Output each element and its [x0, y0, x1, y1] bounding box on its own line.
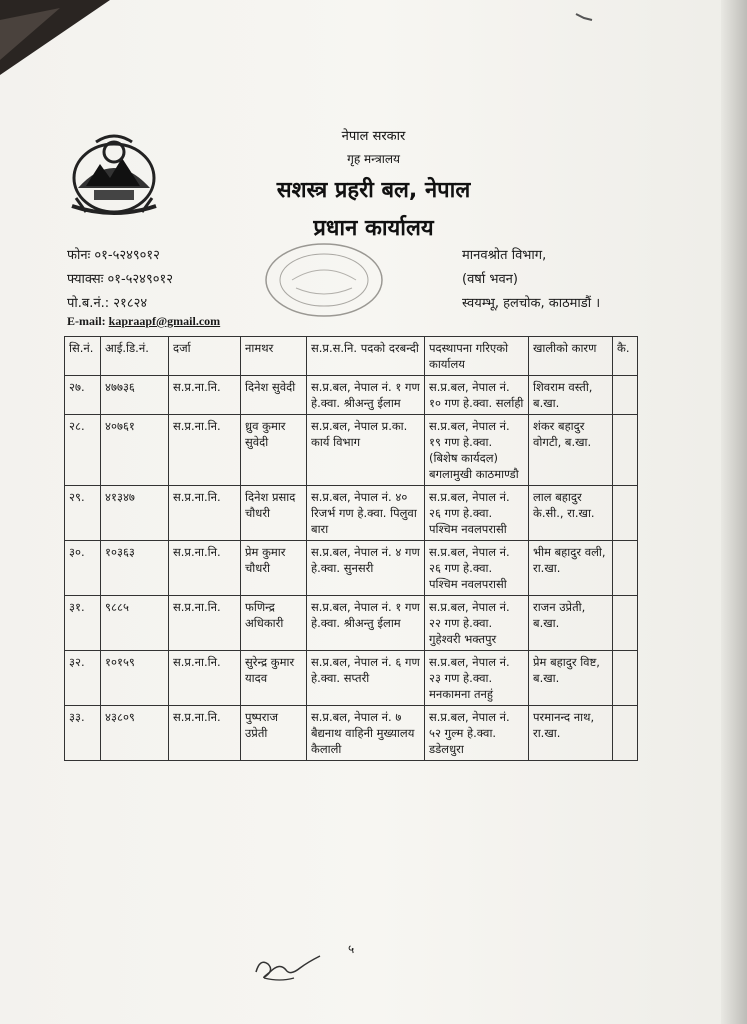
table-row — [65, 706, 638, 761]
table-row — [65, 596, 638, 651]
row-name: दिनेश प्रसाद चौधरी — [241, 486, 307, 541]
header-id: आई.डि.नं. — [101, 337, 169, 376]
row-reason: शंकर बहादुर वोगटी, ब.खा. — [529, 415, 613, 486]
table-row — [65, 486, 638, 541]
row-rank: स.प्र.ना.नि. — [169, 376, 241, 415]
row-rank: स.प्र.ना.नि. — [169, 706, 241, 761]
table-row — [65, 541, 638, 596]
contact-block-right — [462, 244, 600, 316]
email-line — [67, 314, 220, 329]
handwritten-signature — [250, 950, 324, 986]
row-serial: ३१. — [65, 596, 101, 651]
row-id: ४०७६१ — [101, 415, 169, 486]
office-heading: प्रधान कार्यालय — [313, 216, 434, 241]
row-remarks — [613, 415, 638, 486]
email-label: E-mail: — [67, 314, 106, 328]
row-name: दिनेश सुवेदी — [241, 376, 307, 415]
row-post: स.प्र.बल, नेपाल नं. १ गण हे.क्वा. श्रीअन्तु ईलाम — [307, 376, 425, 415]
table-row — [65, 415, 638, 486]
po-box: पो.ब.नं.: २१८२४ — [67, 296, 148, 311]
row-office: स.प्र.बल, नेपाल नं. १९ गण हे.क्वा. (बिशेष कार्यदल) बगलामुखी काठमाण्डौ — [425, 415, 529, 486]
row-rank: स.प्र.ना.नि. — [169, 486, 241, 541]
header-remarks: कै. — [613, 337, 638, 376]
building-name: (वर्षा भवन) — [462, 272, 518, 287]
organization-heading: सशस्त्र प्रहरी बल, नेपाल — [276, 178, 471, 203]
row-reason: लाल बहादुर के.सी., रा.खा. — [529, 486, 613, 541]
row-rank: स.प्र.ना.नि. — [169, 541, 241, 596]
row-remarks — [613, 486, 638, 541]
row-office: स.प्र.बल, नेपाल नं. २२ गण हे.क्वा. गुहेश्वरी भक्तपुर — [425, 596, 529, 651]
header-serial: सि.नं. — [65, 337, 101, 376]
table-row — [65, 651, 638, 706]
header-name: नामथर — [241, 337, 307, 376]
row-id: ४७७३६ — [101, 376, 169, 415]
row-id: १०१५९ — [101, 651, 169, 706]
fax-number: फ्याक्सः ०१-५२४९०१२ — [67, 272, 173, 287]
email-address-link[interactable]: kapraapf@gmail.com — [108, 314, 221, 328]
table-row — [65, 376, 638, 415]
row-office: स.प्र.बल, नेपाल नं. २३ गण हे.क्वा. मनकामना तनहुं — [425, 651, 529, 706]
row-name: ध्रुव कुमार सुवेदी — [241, 415, 307, 486]
page-number: ५ — [348, 942, 355, 956]
row-remarks — [613, 706, 638, 761]
header-office: पदस्थापना गरिएको कार्यालय — [425, 337, 529, 376]
row-office: स.प्र.बल, नेपाल नं. २६ गण हे.क्वा. पश्चिम नवलपरासी — [425, 486, 529, 541]
row-serial: २८. — [65, 415, 101, 486]
row-name: पुष्पराज उप्रेती — [241, 706, 307, 761]
government-heading: नेपाल सरकार — [341, 129, 406, 144]
row-remarks — [613, 596, 638, 651]
header-reason: खालीको कारण — [529, 337, 613, 376]
row-serial: ३३. — [65, 706, 101, 761]
row-remarks — [613, 376, 638, 415]
row-name: प्रेम कुमार चौधरी — [241, 541, 307, 596]
row-reason: राजन उप्रेती, ब.खा. — [529, 596, 613, 651]
row-serial: ३०. — [65, 541, 101, 596]
office-stamp-seal — [262, 240, 386, 320]
row-post: स.प्र.बल, नेपाल नं. ६ गण हे.क्वा. सप्तरी — [307, 651, 425, 706]
header-rank: दर्जा — [169, 337, 241, 376]
row-name: फणिन्द्र अधिकारी — [241, 596, 307, 651]
row-post: स.प्र.बल, नेपाल नं. ४ गण हे.क्वा. सुनसरी — [307, 541, 425, 596]
header-post: स.प्र.स.नि. पदको दरबन्दी — [307, 337, 425, 376]
row-post: स.प्र.बल, नेपाल नं. १ गण हे.क्वा. श्रीअन्तु ईलाम — [307, 596, 425, 651]
row-reason: भीम बहादुर वली, रा.खा. — [529, 541, 613, 596]
row-name: सुरेन्द्र कुमार यादव — [241, 651, 307, 706]
row-serial: २९. — [65, 486, 101, 541]
row-reason: शिवराम वस्ती, ब.खा. — [529, 376, 613, 415]
folded-corner — [0, 0, 110, 75]
scan-mark — [574, 10, 594, 24]
row-serial: २७. — [65, 376, 101, 415]
row-rank: स.प्र.ना.नि. — [169, 415, 241, 486]
row-post: स.प्र.बल, नेपाल नं. ७ बैद्यनाथ वाहिनी मुख्यालय कैलाली — [307, 706, 425, 761]
row-remarks — [613, 651, 638, 706]
phone-number: फोनः ०१-५२४९०१२ — [67, 248, 160, 263]
row-id: १०३६३ — [101, 541, 169, 596]
department-name: मानवश्रोत विभाग, — [462, 248, 547, 263]
row-office: स.प्र.बल, नेपाल नं. २६ गण हे.क्वा. पश्चिम नवलपरासी — [425, 541, 529, 596]
row-post: स.प्र.बल, नेपाल प्र.का. कार्य विभाग — [307, 415, 425, 486]
row-id: ४१३४७ — [101, 486, 169, 541]
row-reason: परमानन्द नाथ, रा.खा. — [529, 706, 613, 761]
transfer-table — [64, 336, 638, 761]
table-body — [65, 376, 638, 761]
row-rank: स.प्र.ना.नि. — [169, 596, 241, 651]
contact-block-left — [67, 244, 173, 316]
row-office: स.प्र.बल, नेपाल नं. १० गण हे.क्वा. सर्लाही — [425, 376, 529, 415]
table-header-row — [65, 337, 638, 376]
row-rank: स.प्र.ना.नि. — [169, 651, 241, 706]
row-id: ४३८०९ — [101, 706, 169, 761]
office-address: स्वयम्भू, हलचोक, काठमाडौं । — [462, 296, 601, 311]
row-post: स.प्र.बल, नेपाल नं. ४० रिजर्भ गण हे.क्वा. पिलुवा बारा — [307, 486, 425, 541]
row-serial: ३२. — [65, 651, 101, 706]
row-remarks — [613, 541, 638, 596]
row-office: स.प्र.बल, नेपाल नं. ५२ गुल्म हे.क्वा. डडेलधुरा — [425, 706, 529, 761]
row-id: ९८८५ — [101, 596, 169, 651]
row-reason: प्रेम बहादुर विष्ट, ब.खा. — [529, 651, 613, 706]
ministry-heading: गृह मन्त्रालय — [347, 152, 400, 166]
